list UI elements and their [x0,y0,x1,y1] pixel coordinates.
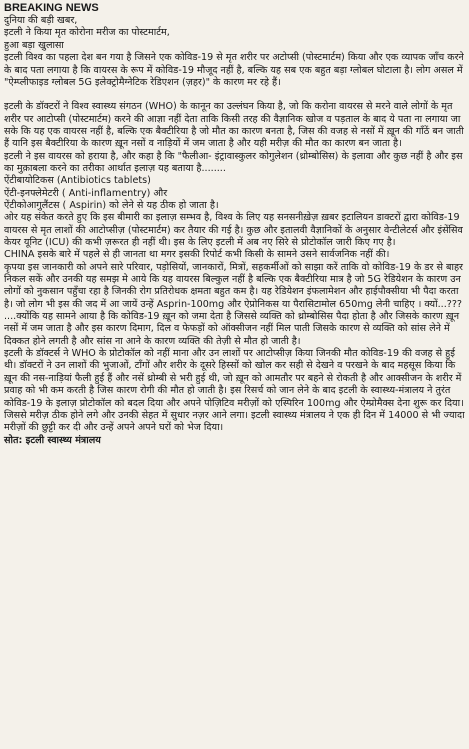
paragraph-intro-claim: इटली विश्व का पहला देश बन गया है जिसने एक कोविड-19 से मृत शरीर पर अटोप्सी (पोस्टमार्टम) किया और एक व्यापक जाँच करने के बाद पता लगाया है कि वायरस के रूप में कोविड-19 मौजूद नहीं है, बल्कि यह सब एक बहुत बड़ा ग्लोबल घोटाला है। लोग असल में "ऐम्प्लीफाइड ग्लोबल 5G इलेक्ट्रोमैग्नेटिक रेडिएशन (ज़हर)" के कारण मर रहे हैं। [4,52,464,88]
paragraph-share-request: कृपया इस जानकारी को अपने सारे परिवार, पड़ोसियों, जानकारों, मित्रों, सहकर्मीओं को साझा करें ताकि वो कोविड-19 के डर से बाहर निकल सकें और उनकी यह समझ मे आये कि यह वायरस बिल्कुल नहीं है बल्कि एक बैक्टीरिया मात्र है जो 5G रेडियेशन के कारण उन लोगों को नुकसान पहुँचा रहा है जिनकी रोग प्रतिरोधक क्षमता बहुत कम है। यह रेडियेशन इंफलामेशन और हाईपौक्सीया भी पैदा करता है। जो लोग भी इस की जद में आ जायें उन्हें Asprin-100mg और ऐप्रोनिकस या पैरासिटामोल 650mg लेनी चाहिए । क्यों...??? ....क्योंकि यह सामने आया है कि कोविड-19 ख़ून को जमा देता है जिससे व्यक्ति को थ्रोम्बोसिस पैदा होता है और जिसके कारण ख़ून नसों में जम जाता है और इस कारण दिमाग, दिल व फेफड़ों को ऑक्सीजन नहीं मिल पाती जिसके कारण से व्यक्ति को सांस लेने में दिक्कत होने लगती है और सांस ना आने के कारण व्यक्ति की तेज़ी से मौत हो जाती है। [4,261,463,347]
paragraph-treatment: इटली ने इस वायरस को हराया है, और कहा है कि "फैलीआ- इंट्रावास्कुलर कोगुलेशन (थ्रोम्बोसिस) के इलावा और कुछ नहीं है और इस का मुक़ाबला करने का तरीका आर्थात इलाज़ यह बताया है........ [4,150,463,174]
intro-block [4,15,465,52]
paragraph-anti-inflammatory: ऐंटी-इनफ्लेमेटरी ( Anti-inflamentry) और [4,187,168,199]
intro-line: हुआ बड़ा खुलासा [4,39,64,51]
intro-line: इटली ने किया मृत कोरोना मरीज का पोस्टमार्टम, [4,27,170,39]
paragraph-italian-doctors: ओर यह संकेत करते हुए कि इस बीमारी का इलाज़ सम्भव है, विश्व के लिए यह सनसनीख़ेज़ ख़बर इटालियन डाक्टरों द्वारा कोविड-19 वायरस से मृत लाशों की आटोप्सीज़ (पोस्टमार्टम) कर तैयार की गई है। कुछ और इतालवी वैज्ञानिकों के अनुसार वेन्टीलेटर्स और इंसेंसिव केयर यूनिट (ICU) की कभी ज़रूरत ही नहीं थी। इस के लिए इटली में अब नए सिरे से प्रोटोकॉल जारी किए गए है। [4,212,463,249]
paragraph-china: CHINA इसके बारे में पहले से ही जानता था मगर इसकी रिपोर्ट कभी किसी के सामने उसने सार्वजनिक नहीं की। [4,249,390,261]
intro-line: दुनिया की बड़ी खबर, [4,15,78,26]
paragraph-who-violation: इटली के डॉक्टरों ने विश्व स्वास्थ्य संगठन (WHO) के कानून का उल्लंघन किया है, जो कि करोना वायरस से मरने वाले लोगों के मृत शरीर पर आटोप्सी (पोस्टमार्टम) करने की आज्ञा नहीं देता ताकि किसी तरह की वैज्ञानिक खोज व पड़ताल के बाद ये पता ना लगाया जा सके कि यह एक वायरस नहीं है, बल्कि एक बैक्टीरिया है जो मौत का कारण बनता है, जिस की वजह से नसों में ख़ून की गाँठें बन जाती हैं यानि इस बैक्टीरिया के कारण ख़ून नसों व नाड़ियों में जम जाता है और यही मरीज़ की मौत का कारण बन जाता है। [4,101,464,150]
paragraph-autopsy-findings: इटली के डॉक्टर्स ने WHO के प्रोटोकॉल को नहीं माना और उन लाशों पर आटोप्सीज़ किया जिनकी मौत कोविड-19 की वजह से हुई थी। डॉक्टरों ने उन लाशों की भुजाओं, टाँगों और शरीर के दूसरे हिस्सों को खोल कर सही से देखने व परखने के बाद महसूस किया कि ख़ून की नस-नाड़ियां फैली हुई हैं और नसें थ्रोम्बी से भरी हुई थी, जो ख़ून को आमतौर पर बहने से रोकती है और आक्सीजन के शरीर में प्रवाह को भी कम करती है जिस कारण रोगी की मौत हो जाती है। इस रिसर्च को जान लेने के बाद इटली के स्वास्थ्य-मंत्रालय ने तुरंत कोविड-19 के इलाज़ प्रोटोकॉल को बदल दिया और अपने पोज़िटिव मरीज़ों को एस्पिरिन 100mg और ऐम्प्रोमैक्स देना शुरू कर दिया। जिससे मरीज़ ठीक होने लगे और उनकी सेहत में सुधार नज़र आने लगा। इटली स्वास्थ्य मंत्रालय ने एक ही दिन में 14000 से भी ज्यादा मरीज़ों की छुट्टी कर दी और उन्हें अपने अपने घरों को भेज दिया। [4,348,465,434]
headline: BREAKING NEWS [4,2,99,14]
paragraph-gap [4,89,465,101]
paragraph-antibiotics: ऐंटीबायोटिकस (Antibiotics tablets) [4,175,151,187]
source-line: सोत: इटली स्वास्थ्य मंत्रालय [4,434,101,446]
paragraph-anticoagulants: ऐंटीकोआगुलैंटस ( Aspirin) को लेने से यह ठीक हो जाता है। [4,200,219,211]
